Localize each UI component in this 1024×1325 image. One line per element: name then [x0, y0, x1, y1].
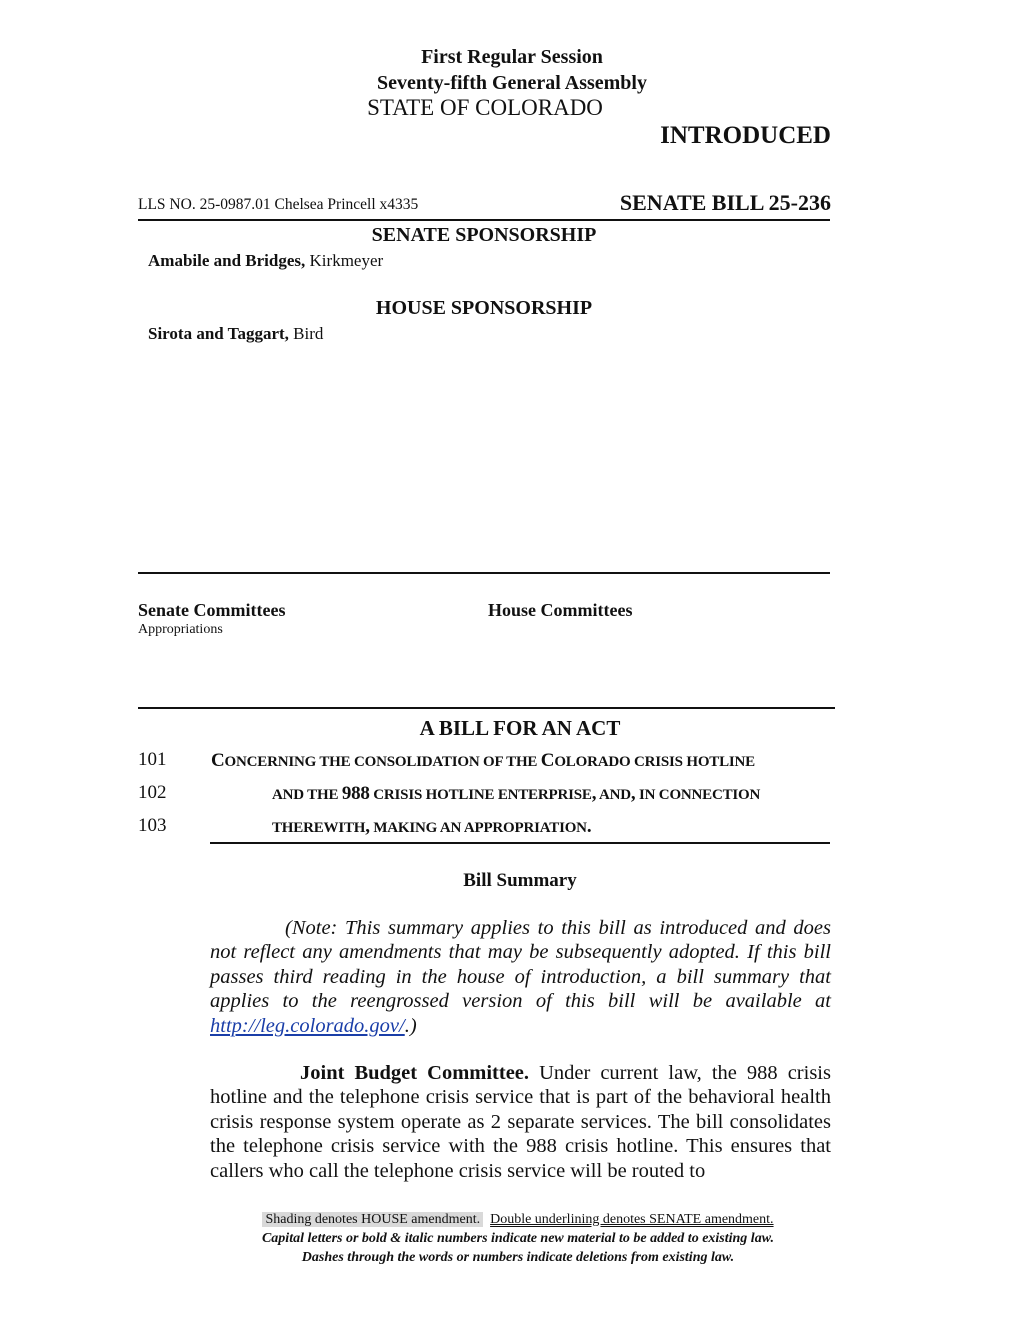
bill-summary-heading: Bill Summary — [463, 870, 577, 891]
summary-lead: Joint Budget Committee. — [300, 1062, 530, 1084]
act-title-line-1: CONCERNING THE CONSOLIDATION OF THE COLORADO CRISIS HOTLINE — [211, 750, 755, 771]
committees-bottom-rule — [138, 707, 835, 709]
line-number: 103 — [138, 815, 167, 836]
house-amendment-legend: Shading denotes HOUSE amendment. — [262, 1212, 483, 1227]
lls-number: LLS NO. 25-0987.01 Chelsea Princell x4335 — [138, 196, 419, 213]
senate-amendment-legend: Double underlining denotes SENATE amendment. — [490, 1212, 774, 1227]
senate-sponsors — [148, 251, 383, 271]
status-label: INTRODUCED — [660, 122, 831, 149]
house-sponsors — [148, 324, 323, 344]
act-title-line-2: AND THE 988 CRISIS HOTLINE ENTERPRISE, AND, IN CONNECTION — [272, 783, 761, 804]
committees-top-rule — [138, 572, 830, 574]
footer-legend-line-2: Capital letters or bold & italic numbers indicate new material to be added to existing law. — [261, 1231, 775, 1246]
line-number: 102 — [138, 782, 167, 803]
footer-legend-line-3: Dashes through the words or numbers indicate deletions from existing law. — [301, 1250, 735, 1265]
act-title-line-3: THEREWITH, MAKING AN APPROPRIATION. — [272, 816, 592, 837]
bill-number: SENATE BILL 25-236 — [619, 190, 831, 215]
senate-primary-sponsors: Amabile and Bridges, — [148, 251, 306, 270]
summary-body: Joint Budget Committee. Under current law, the 988 crisis hotline and the telephone crisis service that is part of the behavioral health crisis response system operate as 2 separate services. The bill consolidates the telephone crisis service with the 988 crisis hotline. This ensures that callers who call the telephone crisis service will be routed to — [210, 1062, 831, 1182]
house-primary-sponsors: Sirota and Taggart, — [148, 324, 289, 343]
senate-other-sponsors: Kirkmeyer — [305, 251, 384, 270]
senate-sponsorship-heading: SENATE SPONSORSHIP — [371, 224, 597, 246]
senate-committee-item: Appropriations — [138, 622, 223, 637]
act-heading: A BILL FOR AN ACT — [419, 716, 621, 740]
session-heading: First Regular Session — [421, 46, 603, 68]
assembly-heading: Seventy-fifth General Assembly — [377, 72, 647, 94]
act-title-rule — [210, 842, 830, 844]
house-committees-heading: House Committees — [488, 600, 633, 620]
line-number: 101 — [138, 749, 167, 770]
house-other-sponsors: Bird — [288, 324, 324, 343]
footer-legend-line-1 — [138, 1211, 898, 1230]
summary-note: (Note: This summary applies to this bill as introduced and does not reflect any amendments that may be subsequently adopted. If this bill passes third reading in the house of introduction, a bill summary that applies to the reengrossed version of this bill will be available at http://leg.colorado.gov/.) — [210, 917, 831, 1037]
house-sponsorship-heading: HOUSE SPONSORSHIP — [375, 297, 593, 319]
state-heading: STATE OF COLORADO — [367, 95, 603, 120]
leg-website-link[interactable]: http://leg.colorado.gov/ — [210, 1014, 405, 1037]
header-rule — [138, 219, 830, 221]
senate-committees-heading: Senate Committees — [138, 600, 286, 620]
